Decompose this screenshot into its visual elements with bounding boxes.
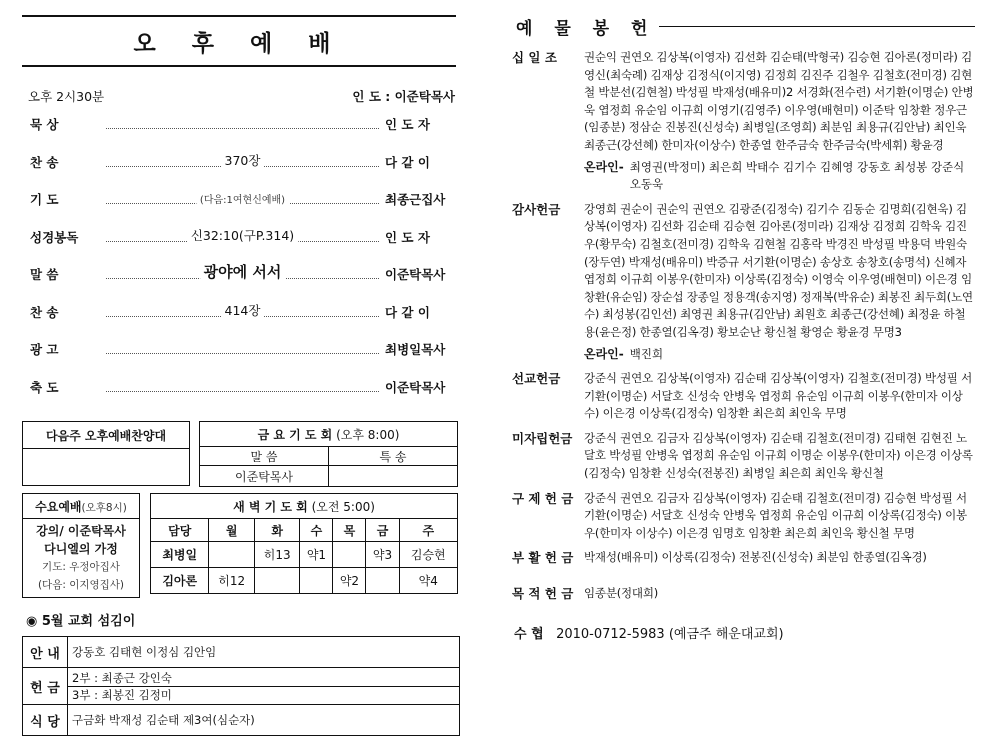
order-item-detail: (다음:1여현신예배) (196, 191, 289, 206)
service-row (23, 705, 460, 736)
service-title: ◉ 5월 교회 섬김이 (26, 614, 136, 629)
order-row (30, 265, 455, 303)
bank-label: 수 협 (514, 626, 544, 642)
offering-row (510, 430, 975, 483)
dawn-time: (오전 5:00) (311, 499, 375, 514)
dawn-cell (209, 542, 255, 568)
service-label: 식 당 (23, 705, 68, 736)
offering-label: 부 활 헌 금 (512, 550, 574, 566)
dawn-header-cell: 목 (333, 519, 366, 542)
order-row (30, 228, 455, 266)
choir-title: 다음주 오후예배찬양대 (23, 422, 190, 449)
worship-info (28, 87, 455, 105)
order-row (30, 190, 455, 228)
bank-number: 2010-0712-5983 (예금주 해운대교회) (556, 626, 784, 642)
order-of-service (30, 115, 455, 415)
offering-row (510, 201, 975, 342)
wed-line1: 강의/ 이준탁목사 (36, 524, 126, 538)
offering-names: 강준식 권연오 김금자 김상복(이영자) 김순태 김철호(전미경) 김태현 김현진 노달호 박성필 안병욱 엽정희 유순임 이규희 이명순 이봉우(한미자) 이은경 이상록(김정숙) 임창환 신성숙(전봉진) 최병일 최은희 최인욱 황신철 (584, 430, 973, 481)
offering-row (510, 49, 975, 155)
offering-online-row (584, 346, 975, 364)
choir-blank (23, 449, 190, 486)
wed-line2: 다니엘의 가정 (44, 542, 118, 556)
order-item-name: 찬 송 (30, 304, 59, 320)
dot-leader (106, 152, 379, 168)
offering-row (510, 585, 975, 603)
order-item-person: 최병일목사 (385, 342, 446, 357)
order-item-detail: 370장 (221, 151, 265, 169)
offering-column (510, 14, 975, 642)
dawn-cell: 김승현 (399, 542, 457, 568)
order-item-name: 찬 송 (30, 154, 59, 170)
friday-blank (329, 466, 458, 487)
dawn-cell (333, 542, 366, 568)
dawn-header-cell: 담당 (151, 519, 209, 542)
order-item-person: 인 도 자 (385, 229, 430, 245)
online-names: 백진희 (629, 346, 664, 361)
order-item-name: 말 씀 (30, 267, 59, 282)
order-row (30, 340, 455, 378)
title-box (22, 15, 456, 67)
dawn-cell (254, 568, 300, 594)
dawn-row (151, 542, 458, 568)
offering-label: 감사헌금 (512, 201, 561, 217)
offering-names: 박재성(배유미) 이상록(김정숙) 전봉진(신성숙) 최분임 한종열(김옥경) (584, 550, 927, 565)
dawn-header-cell: 화 (254, 519, 300, 542)
offering-header (516, 14, 975, 39)
offering-names: 강준식 권연오 김상복(이영자) 김순태 김상복(이영자) 김철호(전미경) 박성필 서기환(이명순) 서달호 신성숙 안병욱 엽정희 유순임 이규희 이봉우(한미자 이상수) 이은경 이상록(김정숙) 임창환 최은희 최인욱 무명 (584, 371, 973, 421)
order-item-detail: 414장 (221, 301, 265, 319)
service-line: 강동호 김태현 이정심 김안임 (72, 645, 217, 659)
order-item-detail: 광야에 서서 (200, 261, 286, 282)
dawn-cell: 약4 (399, 568, 457, 594)
service-label: 헌 금 (23, 668, 68, 705)
order-item-name: 성경봉독 (30, 229, 79, 245)
dawn-header-row (151, 519, 458, 542)
dawn-cell: 약2 (333, 568, 366, 594)
offering-label: 목 적 헌 금 (512, 586, 574, 602)
offering-row (510, 370, 975, 423)
offering-row (510, 490, 975, 543)
choir-box (22, 421, 190, 486)
wed-line4: (다음: 이지영집사) (37, 579, 125, 591)
dot-leader (106, 263, 379, 281)
dawn-box (150, 493, 458, 594)
order-item-name: 광 고 (30, 342, 59, 357)
dawn-row (151, 568, 458, 594)
service-names (68, 668, 460, 705)
offering-label: 십 일 조 (512, 50, 557, 65)
dot-leader (106, 346, 379, 354)
dawn-cell: 최병일 (151, 542, 209, 568)
dawn-cell: 히12 (209, 568, 255, 594)
dawn-cell (300, 568, 333, 594)
service-line: 3부 : 최봉진 김정미 (72, 687, 172, 702)
dot-leader (106, 121, 379, 129)
dawn-header-cell: 수 (300, 519, 333, 542)
order-item-name: 묵 상 (30, 117, 59, 132)
dot-leader (106, 227, 379, 243)
bank-account (514, 623, 975, 642)
order-item-person: 이준탁목사 (385, 267, 446, 282)
dawn-header-cell: 월 (209, 519, 255, 542)
order-item-person: 인 도 자 (385, 117, 430, 132)
online-label: 온라인- (584, 346, 624, 361)
wed-line3: 기도: 우정아집사 (42, 561, 120, 573)
dawn-cell (366, 568, 399, 594)
order-item-person: 최종근집사 (385, 192, 446, 207)
offering-names: 강영희 권순이 권순익 권연오 김광준(김정숙) 김기수 김동순 김명희(김현욱) 김상복(이영자) 김선화 김순태 김승현 김아론(정미라) 김재상 김정희 김학욱 김진우(황무숙) 김철호(전미경) 김학욱 김현철 김홍락 박경진 박성필 박용덕 박원숙(장두연) 박재성(배유미) 박증규 서기환(이명순) 송상호 송창호(송명석) 신혜자 엽정희 이규희 이봉우(한미자) 이상록(김정숙) 이영숙 이우영(배현미) 이은경 임창환(유순임) 장순섭 장종일 정용객(송지영) 정재복(박유순) 최봉진 최두희(노연수) 최성봉(김인선) 최영권 최용규(김안남) 최원호 최종근(강선혜) 최정윤 하철용(윤은정) 한종열(김옥경) 황보순난 황신철 황영순 황윤경 무명3 (584, 201, 973, 339)
order-item-person: 이준탁목사 (385, 379, 446, 395)
service-line: 2부 : 최종근 강인숙 (68, 670, 460, 687)
dot-leader (106, 302, 379, 318)
service-row (23, 637, 460, 668)
offering-names: 임종분(정대희) (584, 586, 659, 601)
order-item-person: 다 같 이 (385, 304, 430, 320)
dot-leader (106, 196, 379, 204)
worship-leader: 인 도 : 이준탁목사 (352, 89, 455, 104)
order-row (30, 153, 455, 191)
dawn-cell: 약1 (300, 542, 333, 568)
friday-time: (오후 8:00) (336, 427, 400, 442)
online-names: 최영권(박정미) 최은희 박태수 김기수 김혜영 강동호 최성봉 강준식 오동욱 (629, 159, 965, 192)
dawn-cell: 김아론 (151, 568, 209, 594)
order-item-detail: 신32:10(구P.314) (187, 226, 298, 244)
friday-col2: 특 송 (329, 447, 458, 466)
order-row (30, 378, 455, 416)
dawn-title: 새 벽 기 도 회 (233, 499, 308, 514)
order-item-name: 기 도 (30, 192, 59, 207)
dawn-cell: 히13 (254, 542, 300, 568)
offering-rule (659, 26, 975, 27)
page-title: 오 후 예 배 (133, 30, 345, 57)
service-box (22, 636, 460, 736)
service-names (68, 637, 460, 668)
offering-names: 권순익 권연오 김상복(이영자) 김선화 김순태(박형국) 김승현 김아론(정미라) 김영신(최숙례) 김재상 김정식(이지영) 김정희 김진주 김철우 김철호(전미경) 김현철 박분선(김현철) 박성필 박재성(배유미)2 서경화(전수련) 서기환(이명순) 안병욱 엽정희 유순임 이규희 이영기(김영주) 이우영(배현미) 이준탁 임창환 정우근(임종분) 정삼순 진봉진(신성숙) 최병일(조영희) 최분임 최용규(김안남) 최인욱 최종근(강선혜) 한미자(이상수) 한종열 한주금숙 한주금숙(박세휘) 황윤경 (584, 50, 974, 152)
offering-label: 구 제 헌 금 (512, 490, 574, 506)
offering-list (510, 49, 975, 603)
dawn-cell: 약3 (366, 542, 399, 568)
service-line: 구금화 박재성 김순태 제3여(심순자) (72, 713, 255, 727)
dawn-header-cell: 주 (399, 519, 457, 542)
service-label: 안 내 (23, 637, 68, 668)
offering-title: 예 물 봉 헌 (516, 19, 656, 39)
order-item-person: 다 같 이 (385, 154, 430, 170)
wed-title: 수요예배 (35, 499, 82, 514)
service-row (23, 668, 460, 705)
friday-speaker: 이준탁목사 (200, 466, 329, 487)
offering-online-row (584, 159, 975, 194)
offering-label: 선교헌금 (512, 371, 561, 387)
wednesday-box (22, 493, 140, 598)
offering-row (510, 549, 975, 567)
offering-label: 미자립헌금 (512, 430, 573, 446)
service-names (68, 705, 460, 736)
friday-col1: 말 씀 (200, 447, 329, 466)
online-label: 온라인- (584, 159, 624, 174)
dawn-header-cell: 금 (366, 519, 399, 542)
worship-column (18, 15, 461, 415)
offering-names: 강준식 권연오 김금자 김상복(이영자) 김순태 김철호(전미경) 김승현 박성필 서기환(이명순) 서달호 신성숙 안병욱 엽정희 유순임 이규희 이상록(김정숙) 이봉우(한미자 이상수) 이은경 임명호 임창환 최은희 최인욱 황신철 무명 (584, 490, 967, 540)
order-row (30, 303, 455, 341)
worship-time: 오후 2시30분 (28, 89, 105, 104)
dot-leader (106, 384, 379, 392)
wed-time: (오후8시) (81, 501, 127, 514)
order-row (30, 115, 455, 153)
friday-box (199, 421, 458, 487)
order-item-name: 축 도 (30, 379, 59, 395)
friday-title: 금 요 기 도 회 (257, 427, 333, 442)
